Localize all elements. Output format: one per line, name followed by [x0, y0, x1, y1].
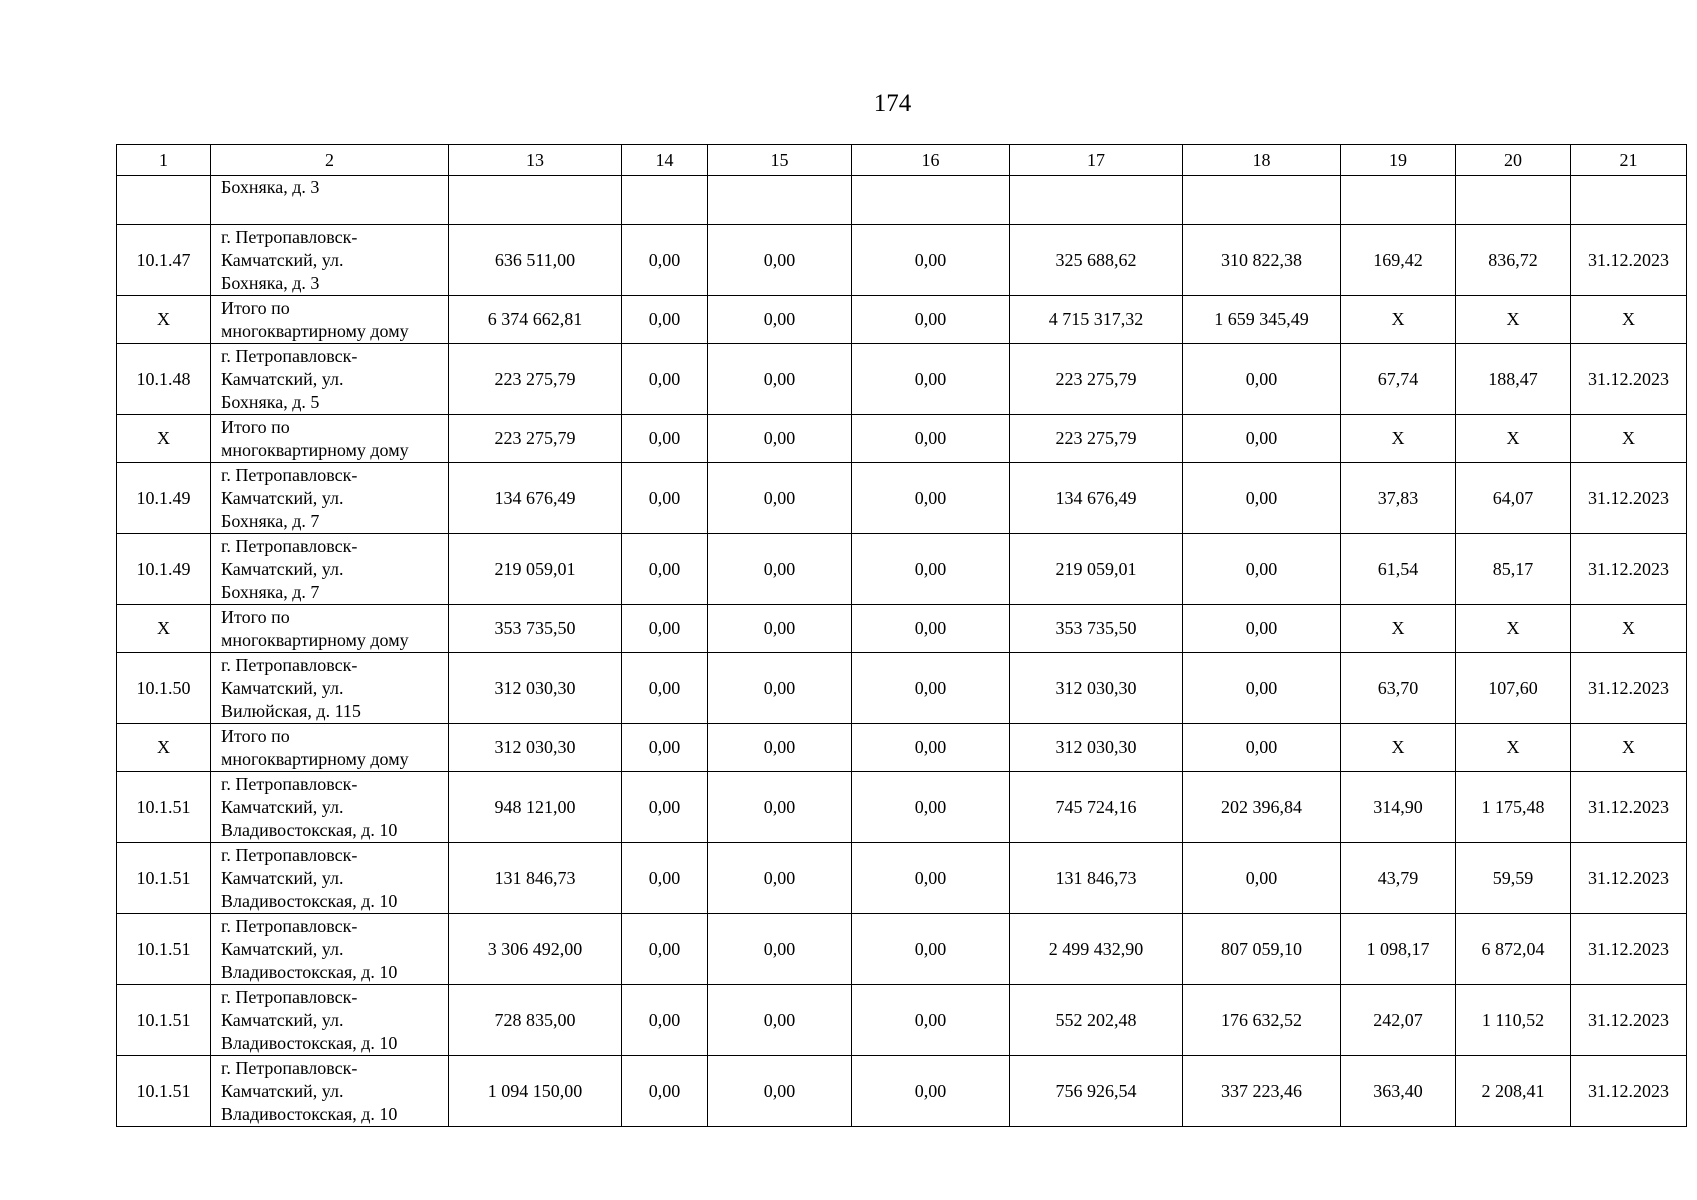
table-cell [117, 176, 211, 225]
table-cell [1341, 176, 1456, 225]
table-cell: 242,07 [1341, 985, 1456, 1056]
address-cell: г. Петропавловск- Камчатский, ул. Вилюйская, д. 115 [211, 653, 449, 724]
table-cell: 312 030,30 [1010, 653, 1183, 724]
table-cell: 223 275,79 [1010, 344, 1183, 415]
table-cell [449, 176, 622, 225]
table-cell: 0,00 [852, 534, 1010, 605]
table-cell: 31.12.2023 [1571, 985, 1687, 1056]
table-cell: 325 688,62 [1010, 225, 1183, 296]
table-cell: 310 822,38 [1183, 225, 1341, 296]
table-row [117, 296, 1687, 344]
table-cell: 756 926,54 [1010, 1056, 1183, 1127]
table-row [117, 914, 1687, 985]
table-cell: 312 030,30 [449, 653, 622, 724]
table-cell: X [1341, 724, 1456, 772]
table-cell: 0,00 [1183, 724, 1341, 772]
table-cell: 1 098,17 [1341, 914, 1456, 985]
table-cell: X [1571, 415, 1687, 463]
table-cell: 0,00 [852, 463, 1010, 534]
table-cell: 85,17 [1456, 534, 1571, 605]
table-cell: 6 872,04 [1456, 914, 1571, 985]
address-cell: г. Петропавловск- Камчатский, ул. Владивостокская, д. 10 [211, 914, 449, 985]
table-cell: 0,00 [852, 605, 1010, 653]
table-cell: 1 094 150,00 [449, 1056, 622, 1127]
table-cell: X [117, 724, 211, 772]
table-row [117, 843, 1687, 914]
table-cell: 0,00 [852, 296, 1010, 344]
table-cell: 223 275,79 [449, 415, 622, 463]
table-cell: 1 175,48 [1456, 772, 1571, 843]
table-cell: 0,00 [708, 344, 852, 415]
table-cell: 202 396,84 [1183, 772, 1341, 843]
table-cell: 312 030,30 [1010, 724, 1183, 772]
column-header: 2 [211, 145, 449, 176]
table-row [117, 1056, 1687, 1127]
table-cell: 10.1.49 [117, 534, 211, 605]
table-cell: 3 306 492,00 [449, 914, 622, 985]
table-cell: 10.1.51 [117, 914, 211, 985]
table-cell: 1 659 345,49 [1183, 296, 1341, 344]
table-cell: 10.1.50 [117, 653, 211, 724]
table-cell: 219 059,01 [449, 534, 622, 605]
table-cell: 61,54 [1341, 534, 1456, 605]
table-cell: 636 511,00 [449, 225, 622, 296]
address-cell: г. Петропавловск- Камчатский, ул. Владивостокская, д. 10 [211, 1056, 449, 1127]
address-cell: Итого по многоквартирному дому [211, 724, 449, 772]
table-cell: 0,00 [622, 463, 708, 534]
table-cell: 0,00 [1183, 653, 1341, 724]
table-cell: 37,83 [1341, 463, 1456, 534]
table-cell: 0,00 [708, 1056, 852, 1127]
table-cell: 0,00 [708, 653, 852, 724]
table-cell: 0,00 [708, 463, 852, 534]
table-cell: 0,00 [1183, 344, 1341, 415]
address-cell: г. Петропавловск- Камчатский, ул. Владивостокская, д. 10 [211, 985, 449, 1056]
table-cell: 0,00 [622, 344, 708, 415]
table-cell: 0,00 [622, 225, 708, 296]
table-cell: 0,00 [708, 225, 852, 296]
address-cell: г. Петропавловск- Камчатский, ул. Бохняка, д. 3 [211, 225, 449, 296]
table-cell [708, 176, 852, 225]
table-cell: 169,42 [1341, 225, 1456, 296]
table-cell: 0,00 [622, 296, 708, 344]
address-cell: Бохняка, д. 3 [211, 176, 449, 225]
table-cell: 0,00 [622, 843, 708, 914]
table-cell: 2 208,41 [1456, 1056, 1571, 1127]
table-cell [1571, 176, 1687, 225]
table-cell: 134 676,49 [449, 463, 622, 534]
page-number: 174 [873, 90, 912, 117]
table-cell: 10.1.48 [117, 344, 211, 415]
table-cell: 0,00 [622, 1056, 708, 1127]
table-row [117, 724, 1687, 772]
table-cell: 131 846,73 [449, 843, 622, 914]
table-body [117, 176, 1687, 1127]
table-cell: 67,74 [1341, 344, 1456, 415]
table-cell: 0,00 [708, 415, 852, 463]
table-cell: X [117, 605, 211, 653]
table-cell: 2 499 432,90 [1010, 914, 1183, 985]
table-cell: 353 735,50 [1010, 605, 1183, 653]
table-cell: X [1571, 296, 1687, 344]
column-header: 21 [1571, 145, 1687, 176]
table-cell: 188,47 [1456, 344, 1571, 415]
address-cell: г. Петропавловск- Камчатский, ул. Бохняка, д. 7 [211, 534, 449, 605]
table-cell: 0,00 [852, 843, 1010, 914]
table-cell [1183, 176, 1341, 225]
table-row [117, 463, 1687, 534]
table-cell: 219 059,01 [1010, 534, 1183, 605]
table-cell: 31.12.2023 [1571, 843, 1687, 914]
table-cell: 0,00 [852, 653, 1010, 724]
table-cell: 728 835,00 [449, 985, 622, 1056]
table-cell: 0,00 [852, 772, 1010, 843]
table-cell: X [1456, 415, 1571, 463]
table-cell: 31.12.2023 [1571, 772, 1687, 843]
table-cell: 0,00 [622, 653, 708, 724]
table-row [117, 534, 1687, 605]
table-cell: 10.1.51 [117, 1056, 211, 1127]
table-cell: 64,07 [1456, 463, 1571, 534]
address-cell: Итого по многоквартирному дому [211, 415, 449, 463]
table-row [117, 772, 1687, 843]
table-cell: 31.12.2023 [1571, 653, 1687, 724]
table-cell: 6 374 662,81 [449, 296, 622, 344]
table-row [117, 605, 1687, 653]
table-cell [622, 176, 708, 225]
table-row [117, 415, 1687, 463]
table-cell: 59,59 [1456, 843, 1571, 914]
column-header: 1 [117, 145, 211, 176]
table-cell: 0,00 [1183, 605, 1341, 653]
table-cell: 0,00 [708, 985, 852, 1056]
address-cell: г. Петропавловск- Камчатский, ул. Бохняка, д. 7 [211, 463, 449, 534]
table-cell: 10.1.51 [117, 985, 211, 1056]
table-cell: X [117, 415, 211, 463]
table-cell: X [1571, 724, 1687, 772]
table-cell: 0,00 [708, 296, 852, 344]
table-cell: 0,00 [852, 344, 1010, 415]
table-cell: X [1456, 605, 1571, 653]
table-cell: 0,00 [622, 605, 708, 653]
table-cell: X [1571, 605, 1687, 653]
table-cell: 31.12.2023 [1571, 463, 1687, 534]
column-header: 17 [1010, 145, 1183, 176]
table-cell: 0,00 [852, 724, 1010, 772]
table-row [117, 344, 1687, 415]
table-cell: X [117, 296, 211, 344]
table-cell: 131 846,73 [1010, 843, 1183, 914]
table-row [117, 225, 1687, 296]
table-cell: 0,00 [708, 843, 852, 914]
table-cell: 0,00 [708, 534, 852, 605]
table-row [117, 985, 1687, 1056]
table-cell: 0,00 [852, 914, 1010, 985]
table-cell: 1 110,52 [1456, 985, 1571, 1056]
table-cell: 745 724,16 [1010, 772, 1183, 843]
address-cell: г. Петропавловск- Камчатский, ул. Бохняка, д. 5 [211, 344, 449, 415]
data-table [116, 144, 1687, 1127]
table-row [117, 653, 1687, 724]
table-cell [1456, 176, 1571, 225]
table-cell: 312 030,30 [449, 724, 622, 772]
table-cell: X [1341, 296, 1456, 344]
table-cell: 0,00 [622, 534, 708, 605]
table-cell: 4 715 317,32 [1010, 296, 1183, 344]
column-header: 19 [1341, 145, 1456, 176]
table-cell: 176 632,52 [1183, 985, 1341, 1056]
table-cell: 363,40 [1341, 1056, 1456, 1127]
table-cell: 31.12.2023 [1571, 1056, 1687, 1127]
address-cell: Итого по многоквартирному дому [211, 296, 449, 344]
table-cell: 31.12.2023 [1571, 914, 1687, 985]
column-header: 20 [1456, 145, 1571, 176]
table-cell: 0,00 [622, 985, 708, 1056]
table-cell: 134 676,49 [1010, 463, 1183, 534]
column-header: 14 [622, 145, 708, 176]
table-cell: 0,00 [852, 225, 1010, 296]
table-cell [852, 176, 1010, 225]
table-cell: 0,00 [852, 1056, 1010, 1127]
table-cell [1010, 176, 1183, 225]
table-cell: 807 059,10 [1183, 914, 1341, 985]
table-cell: 0,00 [1183, 415, 1341, 463]
table-header [117, 145, 1687, 176]
table-cell: 337 223,46 [1183, 1056, 1341, 1127]
table-cell: 0,00 [622, 914, 708, 985]
table-cell: 353 735,50 [449, 605, 622, 653]
table-cell: 0,00 [1183, 843, 1341, 914]
column-header: 15 [708, 145, 852, 176]
table-cell: 31.12.2023 [1571, 225, 1687, 296]
address-cell: Итого по многоквартирному дому [211, 605, 449, 653]
table-cell: 223 275,79 [449, 344, 622, 415]
table-cell: X [1456, 724, 1571, 772]
table-cell: 552 202,48 [1010, 985, 1183, 1056]
table-cell: 0,00 [852, 415, 1010, 463]
table-cell: 10.1.49 [117, 463, 211, 534]
table-cell: 0,00 [1183, 534, 1341, 605]
header-row [117, 145, 1687, 176]
table-cell: 63,70 [1341, 653, 1456, 724]
table-cell: 31.12.2023 [1571, 344, 1687, 415]
table-cell: 107,60 [1456, 653, 1571, 724]
table-cell: 0,00 [622, 415, 708, 463]
table-cell: 0,00 [708, 605, 852, 653]
table-cell: 948 121,00 [449, 772, 622, 843]
table-cell: 0,00 [708, 724, 852, 772]
table-cell: 31.12.2023 [1571, 534, 1687, 605]
table-cell: 0,00 [852, 985, 1010, 1056]
table-cell: X [1341, 415, 1456, 463]
column-header: 16 [852, 145, 1010, 176]
table-cell: 0,00 [622, 724, 708, 772]
table-cell: 836,72 [1456, 225, 1571, 296]
table-cell: 223 275,79 [1010, 415, 1183, 463]
table-cell: 10.1.51 [117, 843, 211, 914]
column-header: 18 [1183, 145, 1341, 176]
address-cell: г. Петропавловск- Камчатский, ул. Владивостокская, д. 10 [211, 772, 449, 843]
column-header: 13 [449, 145, 622, 176]
table-cell: 0,00 [1183, 463, 1341, 534]
address-cell: г. Петропавловск- Камчатский, ул. Владивостокская, д. 10 [211, 843, 449, 914]
table-row [117, 176, 1687, 225]
table-cell: 0,00 [622, 772, 708, 843]
table-cell: 0,00 [708, 772, 852, 843]
table-cell: 314,90 [1341, 772, 1456, 843]
table-cell: X [1341, 605, 1456, 653]
table-cell: 10.1.47 [117, 225, 211, 296]
table-cell: X [1456, 296, 1571, 344]
table-cell: 10.1.51 [117, 772, 211, 843]
table-cell: 0,00 [708, 914, 852, 985]
table-cell: 43,79 [1341, 843, 1456, 914]
